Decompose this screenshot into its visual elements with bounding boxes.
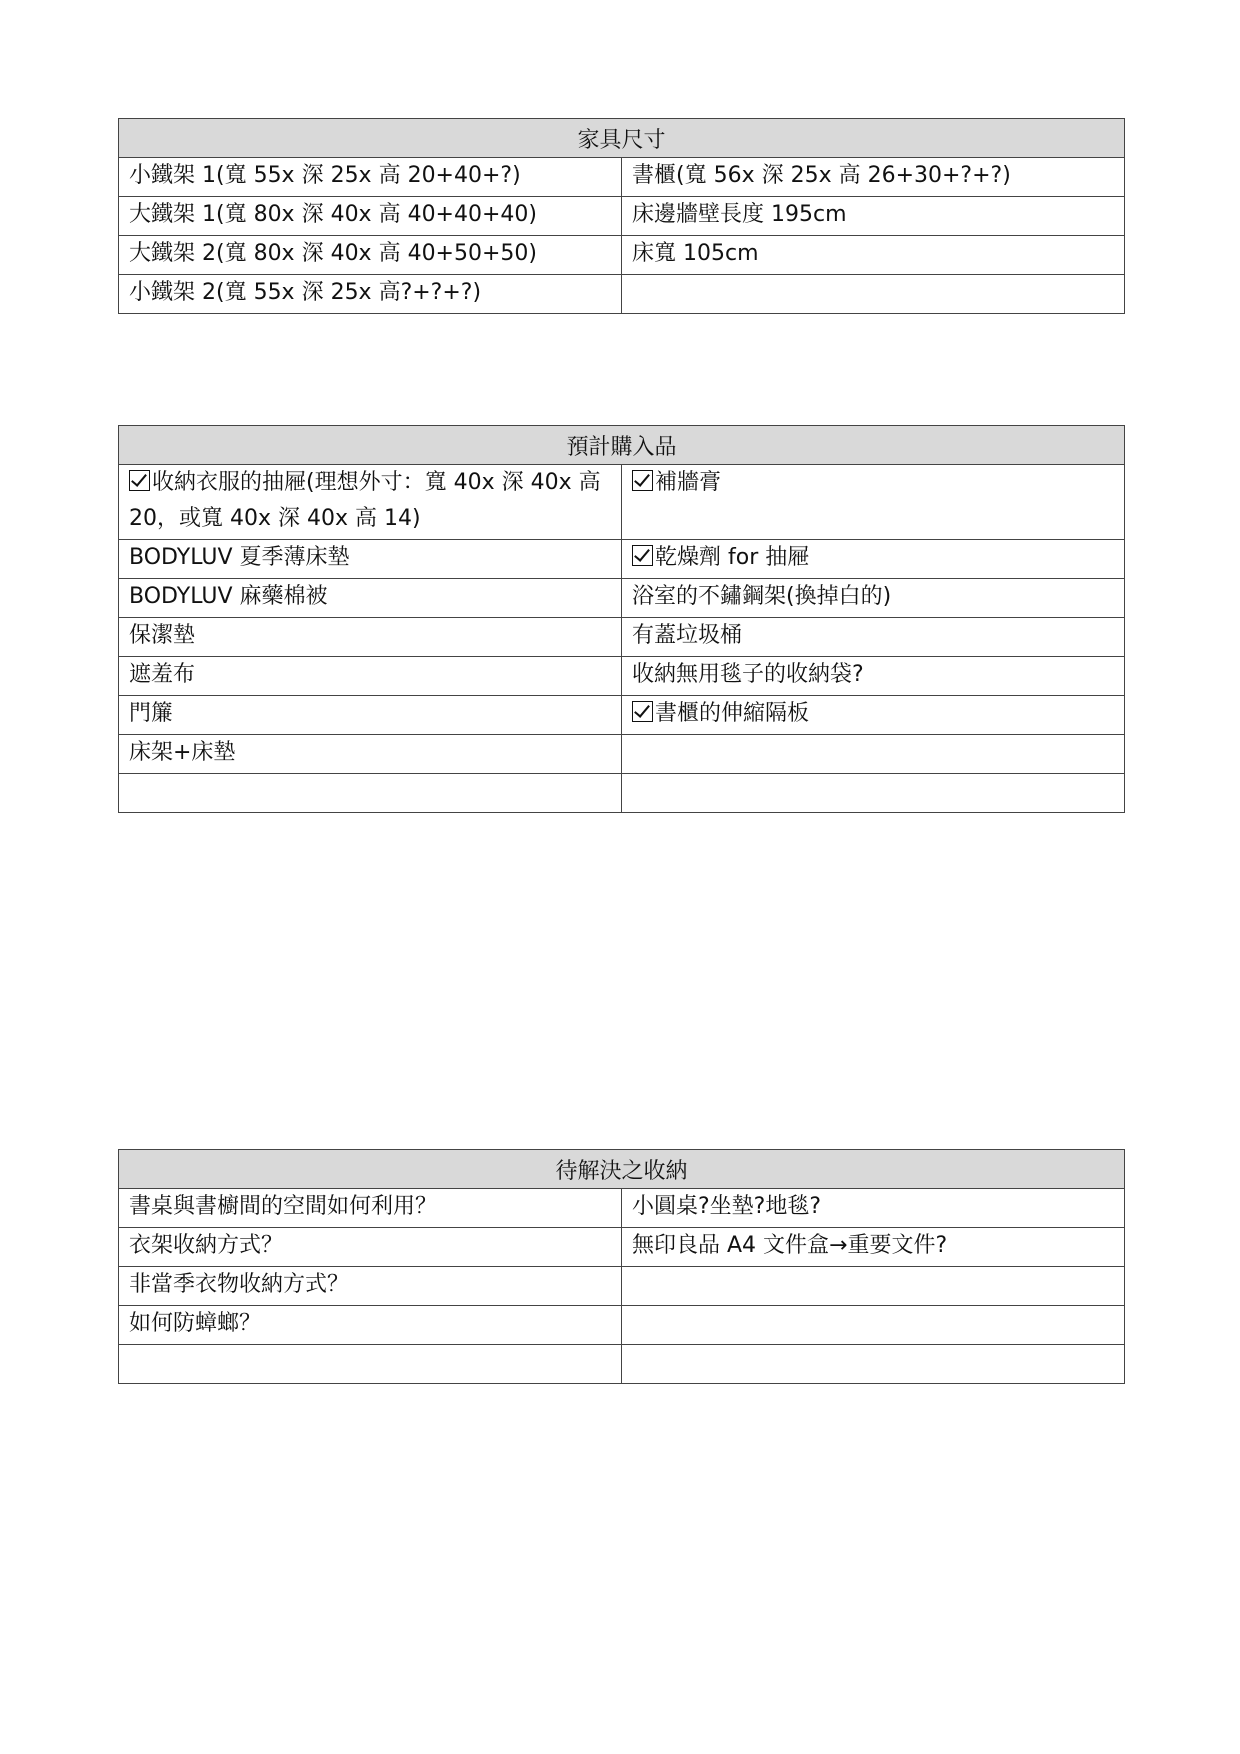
table-row <box>119 579 1125 618</box>
table-cell <box>119 579 622 618</box>
table-row <box>119 236 1125 275</box>
table-cell <box>622 579 1125 618</box>
table-cell <box>622 465 1125 540</box>
cell-text: 收納無用毯子的收納袋? <box>632 662 864 687</box>
table-cell <box>119 774 622 813</box>
table-cell <box>622 774 1125 813</box>
table-cell <box>119 618 622 657</box>
table-cell <box>622 1306 1125 1345</box>
table-cell <box>622 735 1125 774</box>
table-header: 待解決之收納 <box>119 1150 1125 1189</box>
planned-purchases-table <box>118 425 1125 813</box>
table-cell: 大鐵架 1(寬 80x 深 40x 高 40+40+40) <box>119 197 622 236</box>
table-cell: 小鐵架 2(寬 55x 深 25x 高?+?+?) <box>119 275 622 314</box>
cell-text: 書櫃的伸縮隔板 <box>655 701 810 726</box>
furniture-dimensions-table <box>118 118 1125 314</box>
table-cell <box>119 540 622 579</box>
checked-checkbox-icon <box>632 545 653 566</box>
table-row <box>119 696 1125 735</box>
pending-storage-table <box>118 1149 1125 1384</box>
cell-text: 補牆膏 <box>655 470 722 495</box>
table-row <box>119 540 1125 579</box>
table-row <box>119 1306 1125 1345</box>
table-cell <box>119 696 622 735</box>
table-cell <box>622 275 1125 314</box>
table-cell: 如何防蟑螂？ <box>119 1306 622 1345</box>
cell-text: BODYLUV 麻藥棉被 <box>129 584 328 609</box>
table-row <box>119 465 1125 540</box>
checked-checkbox-icon <box>632 470 653 491</box>
checked-checkbox-icon <box>632 701 653 722</box>
table-cell: 床寬 105cm <box>622 236 1125 275</box>
cell-text: 有蓋垃圾桶 <box>632 623 743 648</box>
table-cell <box>119 1345 622 1384</box>
table-cell: 大鐵架 2(寬 80x 深 40x 高 40+50+50) <box>119 236 622 275</box>
table-row <box>119 1267 1125 1306</box>
cell-text: 門簾 <box>129 701 174 726</box>
cell-text: BODYLUV 夏季薄床墊 <box>129 545 350 570</box>
table-cell <box>622 696 1125 735</box>
table-cell: 非當季衣物收納方式？ <box>119 1267 622 1306</box>
table-row <box>119 774 1125 813</box>
table-row <box>119 618 1125 657</box>
table-header: 預計購入品 <box>119 426 1125 465</box>
cell-text: 遮羞布 <box>129 662 196 687</box>
cell-text: 乾燥劑 for 抽屜 <box>655 545 810 570</box>
table-row <box>119 1189 1125 1228</box>
cell-text: 保潔墊 <box>129 623 196 648</box>
table-row <box>119 657 1125 696</box>
table-cell <box>622 1267 1125 1306</box>
checked-checkbox-icon <box>129 470 150 491</box>
table-header: 家具尺寸 <box>119 119 1125 158</box>
table-cell: 小鐵架 1(寬 55x 深 25x 高 20+40+?) <box>119 158 622 197</box>
table-cell <box>622 618 1125 657</box>
table-row <box>119 1228 1125 1267</box>
table-cell <box>622 540 1125 579</box>
table-cell <box>119 465 622 540</box>
cell-text: 床架+床墊 <box>129 740 236 765</box>
table-cell <box>622 1345 1125 1384</box>
table-cell: 無印良品 A4 文件盒→重要文件? <box>622 1228 1125 1267</box>
table-cell: 書桌與書櫥間的空間如何利用？ <box>119 1189 622 1228</box>
table-row <box>119 1345 1125 1384</box>
table-cell <box>622 657 1125 696</box>
table-cell: 衣架收納方式？ <box>119 1228 622 1267</box>
cell-text: 收納衣服的抽屜(理想外寸：寬 40x 深 40x 高 20，或寬 40x 深 40x 高 14) <box>129 470 601 531</box>
table-row <box>119 735 1125 774</box>
table-cell <box>119 735 622 774</box>
table-row <box>119 197 1125 236</box>
table-cell: 床邊牆壁長度 195cm <box>622 197 1125 236</box>
table-row <box>119 158 1125 197</box>
table-cell <box>119 657 622 696</box>
table-row <box>119 275 1125 314</box>
table-cell: 書櫃(寬 56x 深 25x 高 26+30+?+?) <box>622 158 1125 197</box>
cell-text: 浴室的不鏽鋼架(換掉白的) <box>632 584 892 609</box>
table-cell: 小圓桌?坐墊?地毯? <box>622 1189 1125 1228</box>
